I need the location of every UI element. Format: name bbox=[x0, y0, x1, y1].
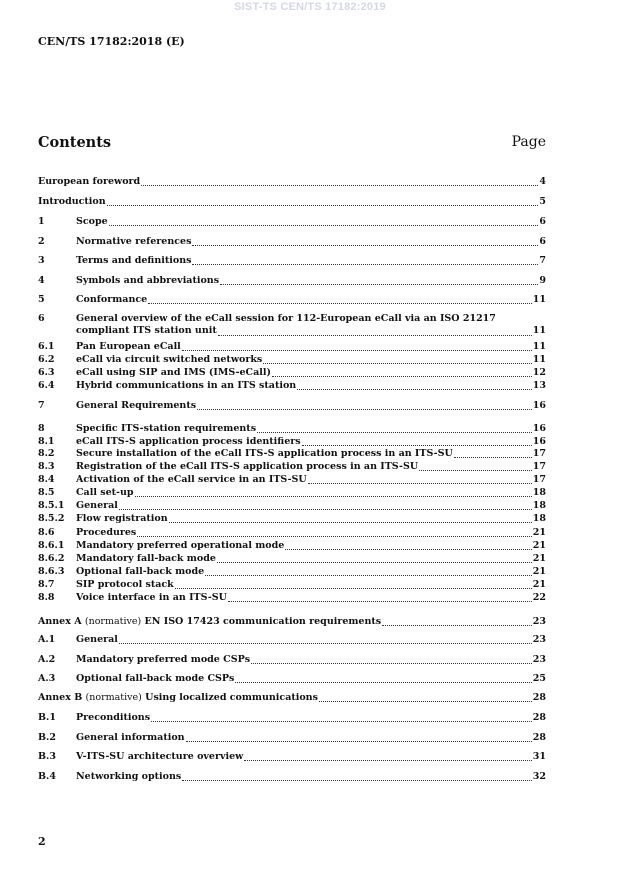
annex-title: Using localized communications bbox=[145, 692, 318, 703]
toc-leader-dots bbox=[257, 422, 532, 433]
toc-entry-number: B.1 bbox=[38, 712, 56, 723]
toc-leader-dots bbox=[285, 539, 531, 550]
toc-entry-title: Terms and definitions bbox=[76, 255, 192, 266]
toc-entry-page: 17 bbox=[532, 448, 546, 459]
toc-leader-dots bbox=[137, 526, 532, 537]
toc-entry-page: 17 bbox=[532, 474, 546, 485]
toc-entry-number: 4 bbox=[38, 275, 45, 286]
toc-entry-number: A.3 bbox=[38, 673, 56, 684]
toc-leader-dots bbox=[217, 552, 532, 563]
toc-entry-page: 21 bbox=[532, 540, 546, 551]
toc-leader-dots bbox=[119, 633, 532, 644]
toc-entry[interactable] bbox=[38, 615, 546, 629]
toc-entry[interactable] bbox=[38, 366, 546, 380]
toc-entry-title: Flow registration bbox=[76, 513, 168, 524]
toc-entry-title bbox=[38, 691, 318, 705]
toc-entry-page: 9 bbox=[539, 275, 546, 286]
toc-leader-dots bbox=[107, 195, 539, 206]
toc-entry-title: Conformance bbox=[76, 294, 148, 305]
toc-entry-page: 16 bbox=[532, 423, 546, 434]
toc-leader-dots bbox=[235, 672, 531, 683]
toc-entry-number: 5 bbox=[38, 294, 45, 305]
toc-entry[interactable] bbox=[38, 539, 546, 553]
toc-entry-page: 18 bbox=[532, 500, 546, 511]
toc-entry[interactable] bbox=[38, 215, 546, 229]
toc-entry-title: Normative references bbox=[76, 236, 192, 247]
toc-entry-title: European foreword bbox=[38, 176, 141, 187]
toc-entry-title: Optional fall-back mode bbox=[76, 566, 205, 577]
toc-entry-page: 7 bbox=[539, 255, 546, 266]
toc-entry-page: 21 bbox=[532, 553, 546, 564]
toc-entry-title: Optional fall-back mode CSPs bbox=[76, 673, 235, 684]
toc-entry-page: 22 bbox=[532, 592, 546, 603]
toc-entry[interactable] bbox=[38, 672, 546, 686]
toc-leader-dots bbox=[182, 770, 532, 781]
toc-entry[interactable] bbox=[38, 770, 546, 784]
toc-entry[interactable] bbox=[38, 691, 546, 705]
toc-entry[interactable] bbox=[38, 379, 546, 393]
toc-entry-title: General overview of the eCall session for 112-European eCall via an ISO 21217 bbox=[76, 313, 496, 324]
toc-entry-title: V-ITS-SU architecture overview bbox=[76, 751, 244, 762]
toc-entry-page: 16 bbox=[532, 436, 546, 447]
toc-entry[interactable] bbox=[38, 512, 546, 526]
toc-entry-page: 11 bbox=[532, 341, 546, 352]
toc-leader-dots bbox=[302, 435, 532, 446]
toc-entry[interactable] bbox=[38, 731, 546, 745]
toc-leader-dots bbox=[205, 565, 532, 576]
toc-leader-dots bbox=[109, 215, 539, 226]
toc-entry-number: A.1 bbox=[38, 634, 56, 645]
toc-entry[interactable] bbox=[38, 460, 546, 474]
toc-entry[interactable] bbox=[38, 274, 546, 288]
toc-entry-number: 6 bbox=[38, 313, 45, 324]
toc-entry[interactable] bbox=[38, 353, 546, 367]
toc-entry-page: 4 bbox=[539, 176, 546, 187]
toc-entry[interactable] bbox=[38, 750, 546, 764]
toc-entry-number: 8.6.3 bbox=[38, 566, 65, 577]
toc-leader-dots bbox=[197, 399, 532, 410]
toc-entry-page: 28 bbox=[532, 712, 546, 723]
toc-entry[interactable] bbox=[38, 175, 546, 189]
toc-entry-title: Symbols and abbreviations bbox=[76, 275, 220, 286]
toc-entry-title-continued: compliant ITS station unit bbox=[76, 324, 217, 336]
toc-leader-dots bbox=[135, 486, 532, 497]
toc-entry-title: Preconditions bbox=[76, 712, 151, 723]
toc-entry-title: General bbox=[76, 500, 118, 511]
toc-entry-number: 7 bbox=[38, 400, 45, 411]
toc-entry-number: 8.1 bbox=[38, 436, 55, 447]
toc-entry-number: 8.5.2 bbox=[38, 513, 65, 524]
toc-entry[interactable] bbox=[38, 340, 546, 354]
toc-entry[interactable] bbox=[38, 447, 546, 461]
annex-label: Annex A bbox=[38, 616, 82, 627]
toc-entry-title: eCall ITS-S application process identifiers bbox=[76, 436, 301, 447]
toc-entry-number: 8.5.1 bbox=[38, 500, 65, 511]
toc-entry[interactable] bbox=[38, 422, 546, 436]
toc-entry-number: 8.4 bbox=[38, 474, 55, 485]
toc-leader-dots bbox=[182, 340, 532, 351]
annex-normative: (normative) bbox=[84, 616, 142, 627]
toc-entry-number: 8.6.2 bbox=[38, 553, 65, 564]
toc-entry[interactable] bbox=[38, 653, 546, 667]
toc-entry-title: General information bbox=[76, 732, 185, 743]
toc-leader-dots bbox=[220, 274, 538, 285]
toc-entry-number: 3 bbox=[38, 255, 45, 266]
toc-leader-dots bbox=[218, 325, 532, 336]
toc-leader-dots bbox=[382, 615, 532, 626]
toc-entry-page: 6 bbox=[539, 236, 546, 247]
toc-entry-page: 28 bbox=[532, 732, 546, 743]
toc-entry-page: 12 bbox=[532, 367, 546, 378]
toc-entry-number: 8.3 bbox=[38, 461, 55, 472]
watermark: SIST-TS CEN/TS 17182:2019 bbox=[234, 1, 386, 13]
toc-entry-number: 8.8 bbox=[38, 592, 55, 603]
toc-entry[interactable] bbox=[38, 486, 546, 500]
toc-entry-page: 16 bbox=[532, 400, 546, 411]
toc-entry-title: Mandatory preferred operational mode bbox=[76, 540, 285, 551]
toc-leader-dots bbox=[169, 512, 532, 523]
annex-normative: (normative) bbox=[85, 692, 142, 703]
toc-entry-title: Voice interface in an ITS-SU bbox=[76, 592, 227, 603]
toc-entry-number: 8.6.1 bbox=[38, 540, 65, 551]
toc-leader-dots bbox=[272, 366, 532, 377]
toc-entry-number: B.4 bbox=[38, 771, 56, 782]
annex-label: Annex B bbox=[38, 692, 83, 703]
toc-entry-number: B.3 bbox=[38, 751, 56, 762]
toc-entry-title: Activation of the eCall service in an ITS-SU bbox=[76, 474, 307, 485]
toc-entry-page: 32 bbox=[532, 771, 546, 782]
toc-entry-title bbox=[38, 615, 381, 629]
toc-leader-dots bbox=[244, 750, 531, 761]
toc-entry-page: 5 bbox=[539, 196, 546, 207]
toc-entry-page: 11 bbox=[532, 294, 546, 305]
toc-entry-number: 8.6 bbox=[38, 527, 55, 538]
toc-entry[interactable] bbox=[38, 473, 546, 487]
toc-entry-number: 6.4 bbox=[38, 380, 55, 391]
toc-entry-number: 8.7 bbox=[38, 579, 55, 590]
toc-leader-dots bbox=[228, 591, 532, 602]
annex-title: EN ISO 17423 communication requirements bbox=[144, 616, 382, 627]
toc-entry-page: 31 bbox=[532, 751, 546, 762]
toc-entry[interactable] bbox=[38, 552, 546, 566]
document-id: CEN/TS 17182:2018 (E) bbox=[38, 35, 185, 48]
toc-entry-title: SIP protocol stack bbox=[76, 579, 174, 590]
toc-entry-page: 23 bbox=[532, 654, 546, 665]
toc-leader-dots bbox=[263, 353, 531, 364]
toc-leader-dots bbox=[192, 254, 538, 265]
toc-entry[interactable] bbox=[38, 195, 546, 209]
toc-leader-dots bbox=[141, 175, 538, 186]
toc-entry-page: 11 bbox=[532, 354, 546, 365]
toc-leader-dots bbox=[308, 473, 532, 484]
toc-entry[interactable] bbox=[38, 578, 546, 592]
toc-entry-number: 8.5 bbox=[38, 487, 55, 498]
toc-leader-dots bbox=[192, 235, 538, 246]
toc-entry-title: Specific ITS-station requirements bbox=[76, 423, 257, 434]
contents-heading bbox=[38, 134, 546, 154]
toc-leader-dots bbox=[175, 578, 532, 589]
toc-leader-dots bbox=[151, 711, 532, 722]
toc-entry-number: 6.3 bbox=[38, 367, 55, 378]
toc-entry-page: 21 bbox=[532, 527, 546, 538]
toc-entry-page: 23 bbox=[532, 616, 546, 627]
toc-entry-page: 13 bbox=[532, 380, 546, 391]
toc-entry-page: 18 bbox=[532, 487, 546, 498]
toc-entry-title: Mandatory fall-back mode bbox=[76, 553, 216, 564]
toc-entry-number: 8.2 bbox=[38, 448, 55, 459]
toc-entry-title: Secure installation of the eCall ITS-S application process in an ITS-SU bbox=[76, 448, 453, 459]
toc-entry-title: Scope bbox=[76, 216, 108, 227]
toc-entry-page: 25 bbox=[532, 673, 546, 684]
toc-entry-number: 2 bbox=[38, 236, 45, 247]
toc-entry-title: Introduction bbox=[38, 196, 106, 207]
toc-entry-number: 1 bbox=[38, 216, 45, 227]
toc-entry-page: 28 bbox=[532, 692, 546, 703]
toc-entry-number: 6.1 bbox=[38, 341, 55, 352]
toc-leader-dots bbox=[148, 293, 532, 304]
page-column-label: Page bbox=[511, 134, 546, 150]
toc-entry-title: Procedures bbox=[76, 527, 137, 538]
toc-entry-title: Hybrid communications in an ITS station bbox=[76, 380, 297, 391]
toc-entry[interactable] bbox=[38, 254, 546, 268]
toc-entry-page: 11 bbox=[532, 324, 546, 336]
toc-leader-dots bbox=[297, 379, 532, 390]
toc-entry-number: A.2 bbox=[38, 654, 56, 665]
toc-leader-dots bbox=[419, 460, 532, 471]
page-number: 2 bbox=[38, 835, 46, 848]
toc-entry-page: 18 bbox=[532, 513, 546, 524]
toc-entry-page: 6 bbox=[539, 216, 546, 227]
toc-entry-title: General Requirements bbox=[76, 400, 197, 411]
toc-leader-dots bbox=[454, 447, 532, 458]
toc-entry-title: Networking options bbox=[76, 771, 182, 782]
toc-entry-page: 23 bbox=[532, 634, 546, 645]
toc-entry-number: B.2 bbox=[38, 732, 56, 743]
toc-leader-dots bbox=[319, 691, 532, 702]
toc-entry[interactable] bbox=[38, 633, 546, 647]
toc-entry-number: 8 bbox=[38, 423, 45, 434]
toc-entry[interactable] bbox=[38, 293, 546, 307]
toc-entry-page: 21 bbox=[532, 566, 546, 577]
toc-entry-number: 6.2 bbox=[38, 354, 55, 365]
toc-entry[interactable] bbox=[38, 591, 546, 605]
toc-entry-title: Registration of the eCall ITS-S application process in an ITS-SU bbox=[76, 461, 419, 472]
toc-entry[interactable] bbox=[38, 499, 546, 513]
toc-entry-page: 21 bbox=[532, 579, 546, 590]
toc-entry-title: General bbox=[76, 634, 118, 645]
toc-entry-title: Pan European eCall bbox=[76, 341, 181, 352]
toc-entry-title: eCall using SIP and IMS (IMS-eCall) bbox=[76, 367, 271, 378]
toc-entry[interactable] bbox=[38, 399, 546, 413]
toc-entry-title: eCall via circuit switched networks bbox=[76, 354, 263, 365]
contents-title: Contents bbox=[38, 134, 112, 151]
toc-entry[interactable] bbox=[38, 565, 546, 579]
toc-entry[interactable] bbox=[38, 711, 546, 725]
toc-entry-title: Mandatory preferred mode CSPs bbox=[76, 654, 251, 665]
toc-entry[interactable] bbox=[38, 526, 546, 540]
toc-entry[interactable] bbox=[38, 235, 546, 249]
toc-entry-page: 17 bbox=[532, 461, 546, 472]
toc-entry-title: Call set-up bbox=[76, 487, 134, 498]
toc-leader-dots bbox=[186, 731, 532, 742]
toc-leader-dots bbox=[251, 653, 532, 664]
toc-leader-dots bbox=[119, 499, 532, 510]
